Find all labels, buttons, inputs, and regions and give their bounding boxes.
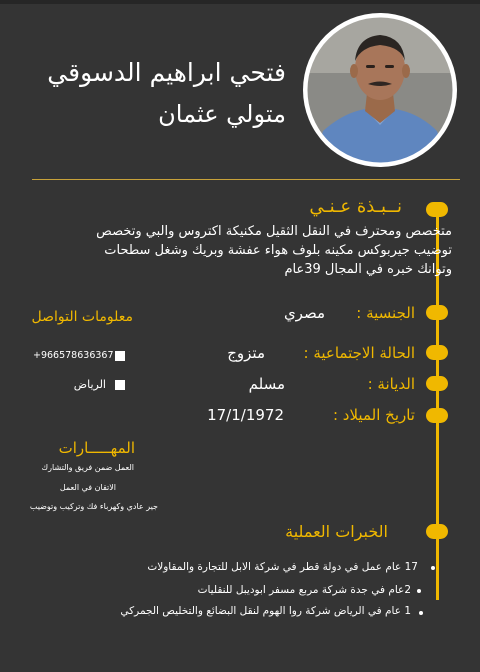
skill-item-2: الاتقان في العمل <box>59 483 116 492</box>
timeline-dot-birth <box>426 408 448 423</box>
contact-title: معلومات التواصل <box>31 309 133 325</box>
experience-title: الخبرات العملية <box>285 522 388 541</box>
timeline-dot-about <box>426 202 448 217</box>
timeline-dot-religion <box>426 376 448 391</box>
about-title: نــبـذة عـنـي <box>309 196 402 217</box>
city-checkbox-icon <box>115 380 125 390</box>
timeline-dot-experience <box>426 524 448 539</box>
about-line-1: متخصص ومحترف في النقل الثقيل مكنيكة اكتروس والبي وتخصص <box>96 224 452 239</box>
name-line-2: متولي عثمان <box>158 100 286 128</box>
marital-status-label: الحالة الاجتماعية : <box>303 344 415 362</box>
birth-date-value: 17/1/1972 <box>207 406 284 424</box>
profile-photo <box>303 13 457 167</box>
name-line-1: فتحي ابراهيم الدسوقي <box>47 58 286 87</box>
contact-city: الرياض <box>73 378 106 391</box>
timeline-dot-nationality <box>426 305 448 320</box>
religion-value: مسلم <box>248 375 285 393</box>
skill-item-1: العمل ضمن فريق والتشارك <box>41 463 134 472</box>
experience-item-1: 17 عام عمل في دولة قطر في شركة الابل للتجارة والمقاولات <box>147 561 418 573</box>
birth-date-label: تاريخ الميلاد : <box>332 406 415 424</box>
skill-item-3: جير عادي وكهرباء فك وتركيب وتوضيب <box>29 502 158 511</box>
experience-bullet-1 <box>431 566 435 570</box>
skills-title: المهـــــارات <box>58 439 135 457</box>
marital-status-value: متزوج <box>227 344 265 362</box>
religion-label: الديانة : <box>367 375 415 393</box>
profile-photo-drawing <box>303 13 457 167</box>
contact-phone: +966578636367 <box>33 350 114 361</box>
timeline-dot-marital <box>426 345 448 360</box>
about-line-2: توضيب جيربوكس مكينه بلوف هواء عفشة وبريك وشغل سطحات <box>104 243 452 258</box>
nationality-value: مصري <box>283 304 325 322</box>
about-line-3: وتوانك خبره في المجال 39عام <box>284 262 452 277</box>
phone-checkbox-icon <box>115 351 125 361</box>
experience-bullet-3 <box>419 611 423 615</box>
nationality-label: الجنسية : <box>356 304 415 322</box>
experience-bullet-2 <box>417 589 421 593</box>
experience-item-2: 2عام في جدة شركة مربع مسفر ابوديبل للنقليات <box>197 584 411 596</box>
top-border <box>0 0 480 4</box>
experience-item-3: 1 عام في الرياض شركة روا الهوم لنقل البضائع والتخليص الجمركي <box>120 605 411 617</box>
header-divider <box>32 179 460 180</box>
